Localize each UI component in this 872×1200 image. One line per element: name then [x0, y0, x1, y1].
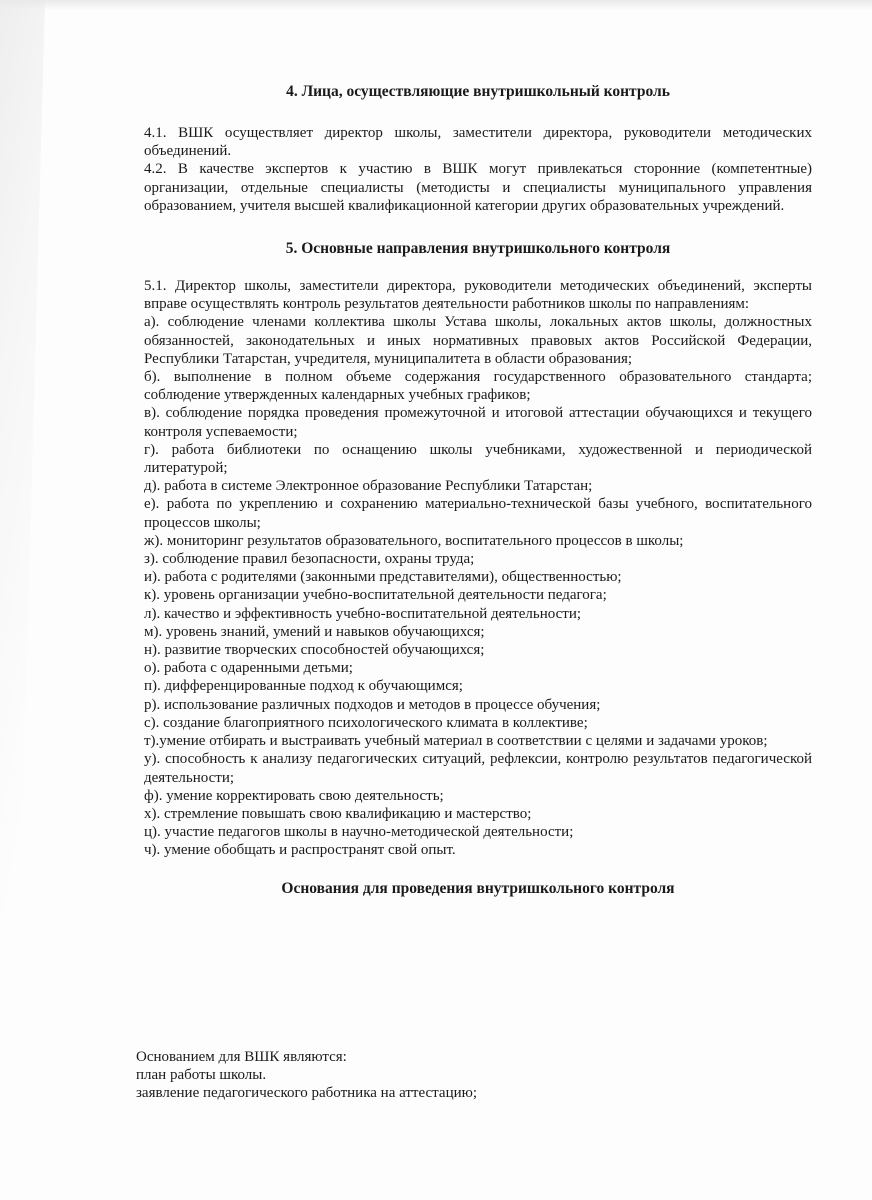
list-item-ts: ц). участие педагогов школы в научно-методической деятельности;	[144, 824, 574, 841]
list-item-m: м). уровень знаний, умений и навыков обучающихся;	[144, 623, 485, 640]
scan-shadow-edge	[0, 0, 70, 1200]
list-item-l: л). качество и эффективность учебно-воспитательной деятельности;	[144, 605, 582, 622]
list-item-kh: х). стремление повышать свою квалификацию и мастерство;	[144, 805, 532, 822]
section-5-intro: 5.1. Директор школы, заместители директора, руководители методических объединений, эксперты вправе осуществлять контроль результатов деятельности работников школы по направлениям:	[144, 278, 812, 313]
document-body	[144, 82, 812, 899]
list-item-b: б). выполнение в полном объеме содержания государственного образовательного стандарта; соблюдение утвержденных календарных учебных графиков;	[144, 369, 812, 404]
list-item-o: о). работа с одаренными детьми;	[144, 660, 353, 677]
list-item-zh: ж). мониторинг результатов образовательного, воспитательного процессов в школы;	[144, 532, 684, 549]
list-item-z: з). соблюдение правил безопасности, охраны труда;	[144, 551, 475, 568]
section-4-paragraph-2: 4.2. В качестве экспертов к участию в ВШК могут привлекаться сторонние (компетентные) организации, отдельные специалисты (методисты и специалисты муниципального управления образованием, учителя высшей квалификационной категории других образовательных учреждений.	[144, 161, 812, 214]
list-item-i: и). работа с родителями (законными представителями), общественностью;	[144, 569, 622, 586]
basis-item-application: заявление педагогического работника на аттестацию;	[136, 1085, 477, 1102]
list-item-r: р). использование различных подходов и методов в процессе обучения;	[144, 696, 601, 713]
list-item-s: с). создание благоприятного психологического климата в коллективе;	[144, 714, 588, 731]
list-item-k: к). уровень организации учебно-воспитательной деятельности педагога;	[144, 587, 607, 604]
section-4-title: 4. Лица, осуществляющие внутришкольный контроль	[286, 83, 670, 100]
list-item-t: т).умение отбирать и выстраивать учебный материал в соответствии с целями и задачами уроков;	[144, 733, 768, 750]
section-6-title: Основания для проведения внутришкольного контроля	[281, 879, 675, 897]
list-item-d: д). работа в системе Электронное образование Республики Татарстан;	[144, 478, 593, 495]
list-item-p: п). дифференцированные подход к обучающимся;	[144, 678, 463, 695]
list-item-n: н). развитие творческих способностей обучающихся;	[144, 642, 485, 659]
basis-intro: Основанием для ВШК являются:	[136, 1049, 347, 1065]
list-item-f: ф). умение корректировать свою деятельность;	[144, 787, 444, 804]
section-4-paragraph-1: 4.1. ВШК осуществляет директор школы, заместители директора, руководители методических объединений.	[144, 125, 812, 160]
list-item-u: у). способность к анализу педагогических ситуаций, рефлексии, контролю результатов педагогической деятельности;	[144, 751, 812, 786]
list-item-g: г). работа библиотеки по оснащению школы учебниками, художественной и периодической литературой;	[144, 441, 812, 477]
section-5-list	[144, 313, 812, 859]
basis-list	[136, 1048, 796, 1103]
list-item-v: в). соблюдение порядка проведения промежуточной и итоговой аттестации обучающихся и текущего контроля успеваемости;	[144, 405, 812, 440]
basis-item-plan: план работы школы.	[136, 1067, 267, 1084]
scan-top-edge	[0, 0, 872, 10]
section-5-title: 5. Основные направления внутришкольного контроля	[285, 240, 671, 258]
list-item-e: е). работа по укреплению и сохранению материально-технической базы учебного, воспитательного процессов школы;	[144, 496, 812, 531]
list-item-a: а). соблюдение членами коллектива школы Устава школы, локальных актов школы, должностных обязанностей, законодательных и иных нормативных правовых актов Российской Федерации, Республики Татарстан, учредителя, муниципалитета в области образования;	[144, 314, 812, 367]
list-item-ch: ч). умение обобщать и распространят свой опыт.	[144, 842, 456, 859]
